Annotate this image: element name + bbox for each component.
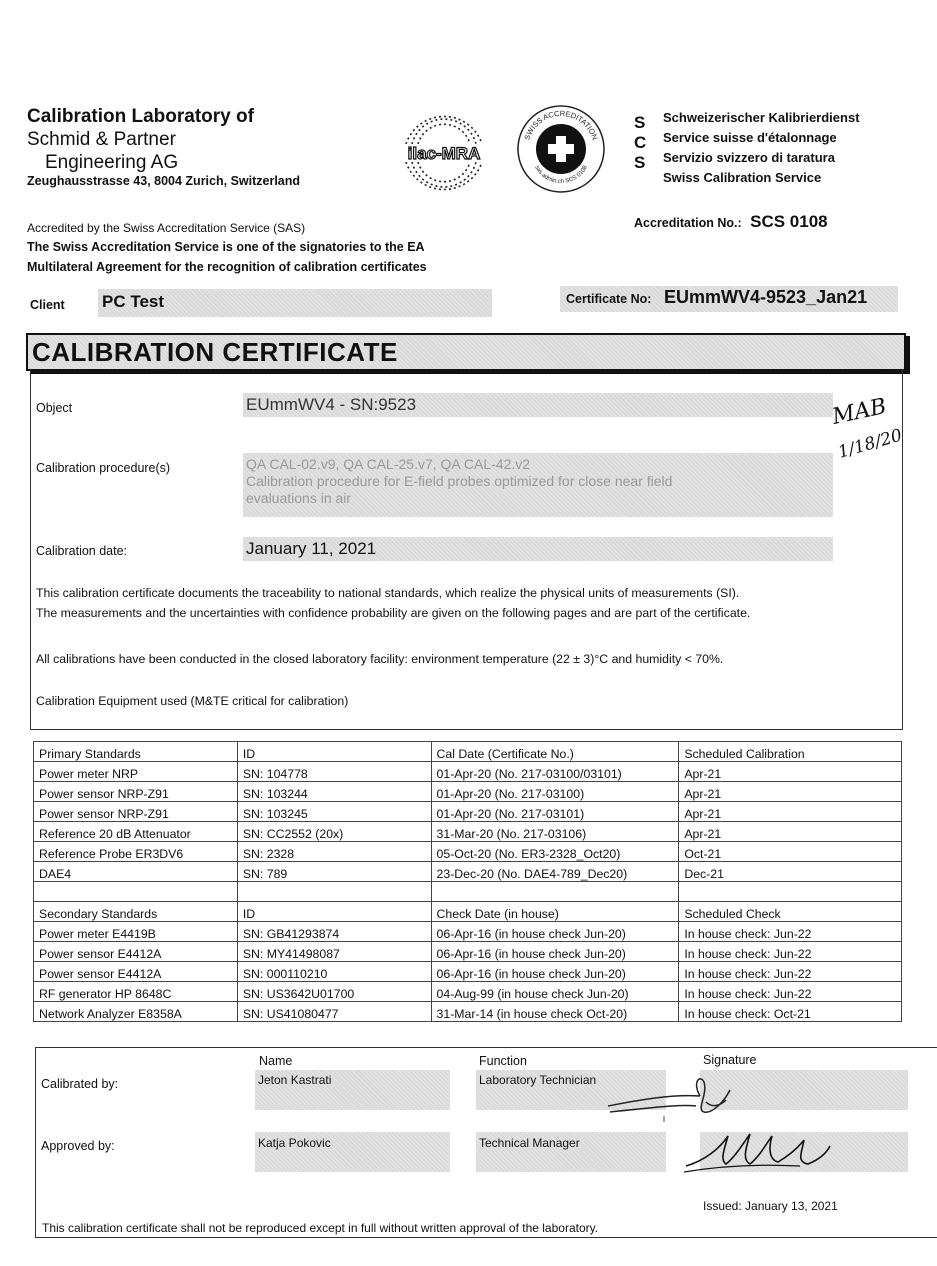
calibration-date-field	[243, 537, 833, 561]
calibrated-name: Jeton Kastrati	[258, 1073, 332, 1087]
approved-name: Katja Pokovic	[258, 1136, 331, 1150]
accreditation-line3: Multilateral Agreement for the recognition of calibration certificates	[27, 260, 427, 274]
swiss-ring-text: SWISS ACCREDITATION	[522, 108, 600, 142]
table-cell: Power meter NRP	[34, 762, 238, 782]
environment-text: All calibrations have been conducted in the closed laboratory facility: environment temperature (22 ± 3)°C and humidity < 70%.	[36, 652, 724, 666]
procedure-value: QA CAL-02.v9, QA CAL-25.v7, QA CAL-42.v2 Calibration procedure for E-field probes optimized for close near field evaluations in air	[246, 456, 673, 506]
table-cell: Power sensor E4412A	[34, 942, 238, 962]
lab-address: Zeughausstrasse 43, 8004 Zurich, Switzerland	[27, 174, 301, 188]
table-row	[34, 842, 902, 862]
certificate-number: EUmmWV4-9523_Jan21	[664, 287, 868, 307]
table-cell: 06-Apr-16 (in house check Jun-20)	[431, 962, 679, 982]
table-cell: Power meter E4419B	[34, 922, 238, 942]
table-cell: SN: 103245	[237, 802, 431, 822]
handwritten-date-text: 1/18/20	[835, 425, 904, 463]
table-cell: Check Date (in house)	[431, 902, 679, 922]
calibrated-name-field	[255, 1070, 450, 1110]
table-cell: Oct-21	[679, 842, 902, 862]
table-cell: Apr-21	[679, 762, 902, 782]
equipment-table	[33, 741, 902, 1022]
table-row	[34, 862, 902, 882]
table-cell: SN: 103244	[237, 782, 431, 802]
table-cell	[34, 882, 238, 902]
certificate-field	[560, 286, 898, 312]
table-cell: Apr-21	[679, 802, 902, 822]
swiss-accreditation-logo	[514, 102, 608, 196]
table-cell: Network Analyzer E8358A	[34, 1002, 238, 1022]
certificate-title-bar	[26, 333, 906, 371]
table-cell: In house check: Jun-22	[679, 942, 902, 962]
primary-header-row	[34, 742, 902, 762]
table-row	[34, 802, 902, 822]
table-row	[34, 1002, 902, 1022]
table-cell: Dec-21	[679, 862, 902, 882]
object-label: Object	[36, 401, 73, 415]
table-cell: 01-Apr-20 (No. 217-03100/03101)	[431, 762, 679, 782]
table-cell: SN: 104778	[237, 762, 431, 782]
name-header: Name	[259, 1054, 293, 1068]
signature-header: Signature	[703, 1053, 757, 1067]
function-header: Function	[479, 1054, 527, 1068]
table-cell: ID	[237, 902, 431, 922]
accreditation-line2: The Swiss Accreditation Service is one of the signatories to the EA	[27, 240, 425, 254]
calibrated-signature	[600, 1072, 800, 1122]
table-cell: RF generator HP 8648C	[34, 982, 238, 1002]
table-cell: SN: MY41498087	[237, 942, 431, 962]
table-cell: 01-Apr-20 (No. 217-03101)	[431, 802, 679, 822]
table-cell: In house check: Jun-22	[679, 962, 902, 982]
accreditation-line1: Accredited by the Swiss Accreditation Service (SAS)	[27, 221, 306, 235]
client-label: Client	[30, 298, 65, 312]
scs-service-names: Schweizerischer Kalibrierdienst Service suisse d'étalonnage Servizio svizzero di taratura Swiss Calibration Service	[663, 110, 860, 185]
table-cell: Reference Probe ER3DV6	[34, 842, 238, 862]
table-row	[34, 962, 902, 982]
table-cell: SN: US3642U01700	[237, 982, 431, 1002]
certificate-title: CALIBRATION CERTIFICATE	[32, 337, 398, 367]
table-cell: 06-Apr-16 (in house check Jun-20)	[431, 942, 679, 962]
approved-function-field	[476, 1132, 666, 1172]
table-cell: SN: GB41293874	[237, 922, 431, 942]
table-cell: SN: 789	[237, 862, 431, 882]
lab-name-line2: Schmid & Partner	[27, 129, 176, 150]
lab-name-line1: Calibration Laboratory of	[27, 106, 254, 127]
table-cell: SN: US41080477	[237, 1002, 431, 1022]
table-cell: In house check: Oct-21	[679, 1002, 902, 1022]
lab-name-line3: Engineering AG	[45, 152, 179, 173]
table-cell: Apr-21	[679, 822, 902, 842]
table-cell: Cal Date (Certificate No.)	[431, 742, 679, 762]
table-cell: ID	[237, 742, 431, 762]
table-row	[34, 782, 902, 802]
table-cell: SN: 000110210	[237, 962, 431, 982]
calibration-date-value: January 11, 2021	[246, 539, 377, 558]
table-cell: Scheduled Calibration	[679, 742, 902, 762]
equipment-heading: Calibration Equipment used (M&TE critical for calibration)	[36, 694, 349, 708]
object-field	[243, 393, 833, 417]
handwritten-initials-text: MAB	[832, 394, 889, 430]
table-cell: In house check: Jun-22	[679, 982, 902, 1002]
traceability-text: This calibration certificate documents the traceability to national standards, which realize the physical units of measurements (SI).	[36, 586, 740, 600]
table-cell: SN: CC2552 (20x)	[237, 822, 431, 842]
client-value: PC Test	[102, 292, 165, 311]
table-cell: In house check: Jun-22	[679, 922, 902, 942]
table-cell: Secondary Standards	[34, 902, 238, 922]
calibrated-function: Laboratory Technician	[479, 1073, 597, 1087]
table-cell: 05-Oct-20 (No. ER3-2328_Oct20)	[431, 842, 679, 862]
ilac-mra-logo	[396, 104, 492, 200]
table-cell: Primary Standards	[34, 742, 238, 762]
table-cell: DAE4	[34, 862, 238, 882]
table-cell: Power sensor NRP-Z91	[34, 802, 238, 822]
table-cell: Scheduled Check	[679, 902, 902, 922]
table-cell: Power sensor E4412A	[34, 962, 238, 982]
table-cell: 06-Apr-16 (in house check Jun-20)	[431, 922, 679, 942]
approved-name-field	[255, 1132, 450, 1172]
object-value: EUmmWV4 - SN:9523	[246, 395, 417, 414]
table-cell	[431, 882, 679, 902]
swiss-ring-bottom-text: sas.admin.ch SCS 0108	[533, 164, 589, 186]
table-cell	[237, 882, 431, 902]
scs-letters: S C S	[634, 113, 647, 172]
table-row	[34, 762, 902, 782]
table-row	[34, 942, 902, 962]
accreditation-no-label: Accreditation No.:	[634, 216, 742, 230]
ilac-text: ilac-MRA	[407, 144, 481, 163]
procedure-field	[243, 453, 833, 517]
issued-date: Issued: January 13, 2021	[703, 1199, 838, 1213]
table-cell: 31-Mar-14 (in house check Oct-20)	[431, 1002, 679, 1022]
secondary-header-row	[34, 902, 902, 922]
table-cell: Apr-21	[679, 782, 902, 802]
calibration-date-label: Calibration date:	[36, 544, 128, 558]
table-cell: 04-Aug-99 (in house check Jun-20)	[431, 982, 679, 1002]
client-field	[98, 289, 492, 317]
table-cell: Reference 20 dB Attenuator	[34, 822, 238, 842]
table-row	[34, 982, 902, 1002]
table-cell: 23-Dec-20 (No. DAE4-789_Dec20)	[431, 862, 679, 882]
handwritten-initials	[832, 386, 904, 476]
approved-signature	[680, 1126, 840, 1176]
table-row	[34, 922, 902, 942]
procedure-label: Calibration procedure(s)	[36, 461, 171, 475]
table-cell: 31-Mar-20 (No. 217-03106)	[431, 822, 679, 842]
calibrated-by-label: Calibrated by:	[41, 1077, 119, 1091]
uncertainty-text: The measurements and the uncertainties with confidence probability are given on the following pages and are part of the certificate.	[36, 606, 751, 620]
approved-by-label: Approved by:	[41, 1139, 115, 1153]
approved-function: Technical Manager	[479, 1136, 580, 1150]
certificate-label: Certificate No:	[566, 292, 652, 306]
table-cell: 01-Apr-20 (No. 217-03100)	[431, 782, 679, 802]
table-cell: SN: 2328	[237, 842, 431, 862]
table-cell: Power sensor NRP-Z91	[34, 782, 238, 802]
accreditation-no-value: SCS 0108	[750, 212, 828, 231]
accreditation-number	[634, 212, 828, 232]
table-cell	[679, 882, 902, 902]
spacer-row	[34, 882, 902, 902]
table-row	[34, 822, 902, 842]
footer-note: This calibration certificate shall not be reproduced except in full without written approval of the laboratory.	[42, 1221, 599, 1235]
